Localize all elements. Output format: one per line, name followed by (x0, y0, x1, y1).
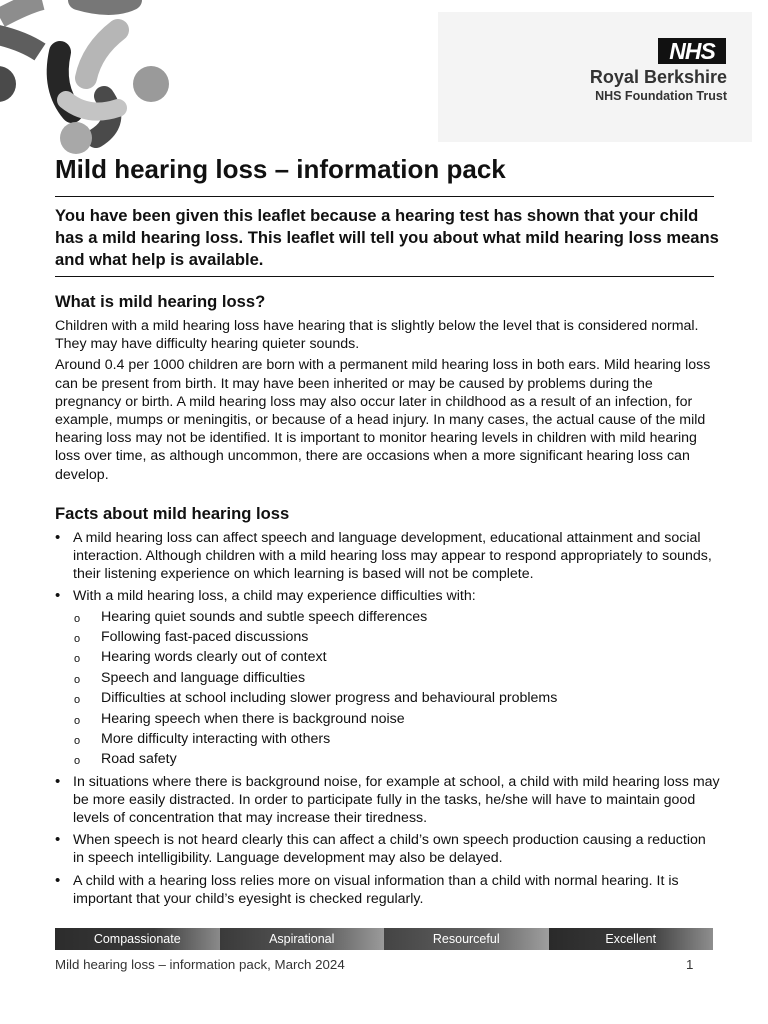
value-aspirational: Aspirational (220, 928, 385, 950)
sub-list-item: o Difficulties at school including slower progress and behavioural problems (73, 689, 720, 707)
main-content (55, 292, 720, 912)
value-resourceful: Resourceful (384, 928, 549, 950)
paragraph: Around 0.4 per 1000 children are born with a permanent mild hearing loss in both ears. Mild hearing loss can be present from birth. It may have been inherited or may be caused by problems during the pregnancy or birth. A mild hearing loss may also occur later in childhood as a result of an infection, for example, mumps or meningitis, or because of a head injury. In many cases, the actual cause of the mild hearing loss may not be identified. It is important to monitor hearing levels in children with mild hearing loss over time, as although uncommon, there are occasions when a more significant hearing loss can develop. (55, 357, 711, 483)
sub-list-item: o More difficulty interacting with others (73, 730, 720, 748)
facts-list (55, 529, 720, 908)
sub-list-item: o Following fast-paced discussions (73, 628, 720, 646)
sub-list-item: o Speech and language difficulties (73, 669, 720, 687)
intro-text: You have been given this leaflet because a hearing test has shown that your child has a mild hearing loss. This leaflet will tell you about what mild hearing loss means and what help is available. (55, 206, 719, 269)
list-item: • A mild hearing loss can affect speech and language development, educational attainment and social interaction. Although children with a mild hearing loss may appear to respond appropriately to sounds, their listening experience on which learning is based will not be complete. (55, 529, 720, 584)
list-item: • In situations where there is background noise, for example at school, a child with mild hearing loss may be more easily distracted. In order to participate fully in the tasks, he/she will have to maintain good levels of concentration that may increase their tiredness. (55, 773, 720, 828)
section-heading-what-is: What is mild hearing loss? (55, 292, 266, 311)
page-number: 1 (686, 957, 694, 972)
value-excellent: Excellent (549, 928, 714, 950)
intro-divider (55, 276, 714, 277)
list-item: • When speech is not heard clearly this can affect a child’s own speech production causing a reduction in speech intelligibility. Language development may also be delayed. (55, 831, 720, 867)
footer-document-info: Mild hearing loss – information pack, March 2024 (55, 957, 345, 972)
nhs-badge-logo: NHS (658, 38, 726, 64)
section-heading-facts: Facts about mild hearing loss (55, 503, 290, 523)
organisation-name: Royal Berkshire (589, 67, 727, 87)
list-item: • A child with a hearing loss relies more on visual information than a child with normal hearing. It is important that your child’s eyesight is checked regularly. (55, 872, 720, 908)
sub-list-item: o Hearing quiet sounds and subtle speech differences (73, 608, 720, 626)
value-compassionate: Compassionate (55, 928, 220, 950)
page-title: Mild hearing loss – information pack (55, 154, 506, 184)
difficulties-sublist (73, 608, 720, 769)
sub-list-item: o Hearing speech when there is background noise (73, 710, 720, 728)
values-bar (55, 928, 713, 950)
sub-list-item: o Road safety (73, 750, 720, 768)
title-divider (55, 196, 714, 197)
list-item (55, 587, 720, 768)
paragraph: Children with a mild hearing loss have hearing that is slightly below the level that is considered normal. They may have difficulty hearing quieter sounds. (55, 318, 699, 353)
sub-list-item: o Hearing words clearly out of context (73, 648, 720, 666)
decorative-people-logo (0, 0, 180, 160)
organisation-subtitle: NHS Foundation Trust (595, 89, 727, 103)
list-item-text: With a mild hearing loss, a child may experience difficulties with: (73, 588, 476, 605)
